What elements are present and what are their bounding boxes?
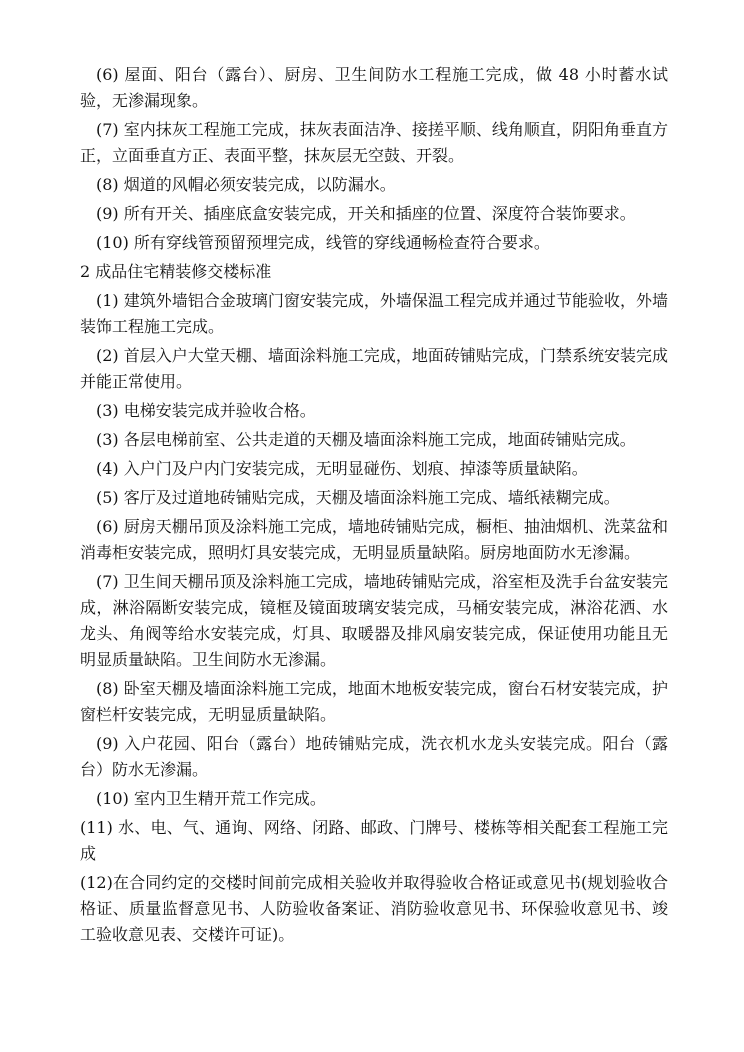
paragraph-2-lobby: (2) 首层入户大堂天棚、墙面涂料施工完成，地面砖铺贴完成，门禁系统安装完成并能正常使用。 (80, 346, 668, 391)
paragraph-10-cleaning: (10) 室内卫生精开荒工作完成。 (96, 789, 326, 808)
paragraph-9-switches: (9) 所有开关、插座底盒安装完成，开关和插座的位置、深度符合装饰要求。 (96, 204, 636, 223)
paragraph-6-waterproof: (6) 屋面、阳台（露台）、厨房、卫生间防水工程施工完成，做 48 小时蓄水试验，无渗漏现象。 (80, 65, 668, 110)
paragraph-11-utilities: (11) 水、电、气、通询、网络、闭路、邮政、门牌号、楼栋等相关配套工程施工完成 (80, 818, 668, 863)
section-heading: 2 成品住宅精装修交楼标准 (80, 262, 272, 281)
paragraph-9-balcony: (9) 入户花园、阳台（露台）地砖铺贴完成，洗衣机水龙头安装完成。阳台（露台）防水无渗漏。 (80, 734, 668, 779)
paragraph-3-elevator: (3) 电梯安装完成并验收合格。 (96, 401, 316, 420)
paragraph-7-plastering: (7) 室内抹灰工程施工完成，抹灰表面洁净、接搓平顺、线角顺直，阴阳角垂直方正，立面垂直方正、表面平整，抹灰层无空鼓、开裂。 (80, 120, 668, 165)
paragraph-1-facade: (1) 建筑外墙铝合金玻璃门窗安装完成，外墙保温工程完成并通过节能验收，外墙装饰工程施工完成。 (80, 291, 668, 336)
paragraph-8-flue-cap: (8) 烟道的风帽必须安装完成，以防漏水。 (96, 175, 396, 194)
paragraph-3-corridors: (3) 各层电梯前室、公共走道的天棚及墙面涂料施工完成，地面砖铺贴完成。 (96, 430, 636, 449)
paragraph-10-conduits: (10) 所有穿线管预留预埋完成，线管的穿线通畅检查符合要求。 (96, 233, 550, 252)
paragraph-12-acceptance: (12)在合同约定的交楼时间前完成相关验收并取得验收合格证或意见书(规划验收合格证、质量监督意见书、人防验收备案证、消防验收意见书、环保验收意见书、竣工验收意见表、交楼许可证)。 (80, 873, 668, 944)
paragraph-8-bedroom: (8) 卧室天棚及墙面涂料施工完成，地面木地板安装完成，窗台石材安装完成，护窗栏杆安装完成，无明显质量缺陷。 (80, 679, 668, 724)
document-page (80, 62, 668, 951)
paragraph-4-doors: (4) 入户门及户内门安装完成，无明显碰伤、划痕、掉漆等质量缺陷。 (96, 459, 588, 478)
paragraph-7-bathroom: (7) 卫生间天棚吊顶及涂料施工完成，墙地砖铺贴完成，浴室柜及洗手台盆安装完成，淋浴隔断安装完成，镜框及镜面玻璃安装完成，马桶安装完成，淋浴花洒、水龙头、角阀等给水安装完成，灯具、取暖器及排风扇安装完成，保证使用功能且无明显质量缺陷。卫生间防水无渗漏。 (80, 572, 668, 669)
paragraph-6-kitchen: (6) 厨房天棚吊顶及涂料施工完成，墙地砖铺贴完成，橱柜、抽油烟机、洗菜盆和消毒柜安装完成，照明灯具安装完成，无明显质量缺陷。厨房地面防水无渗漏。 (80, 517, 668, 562)
paragraph-5-living-room: (5) 客厅及过道地砖铺贴完成，天棚及墙面涂料施工完成、墙纸裱糊完成。 (96, 488, 620, 507)
